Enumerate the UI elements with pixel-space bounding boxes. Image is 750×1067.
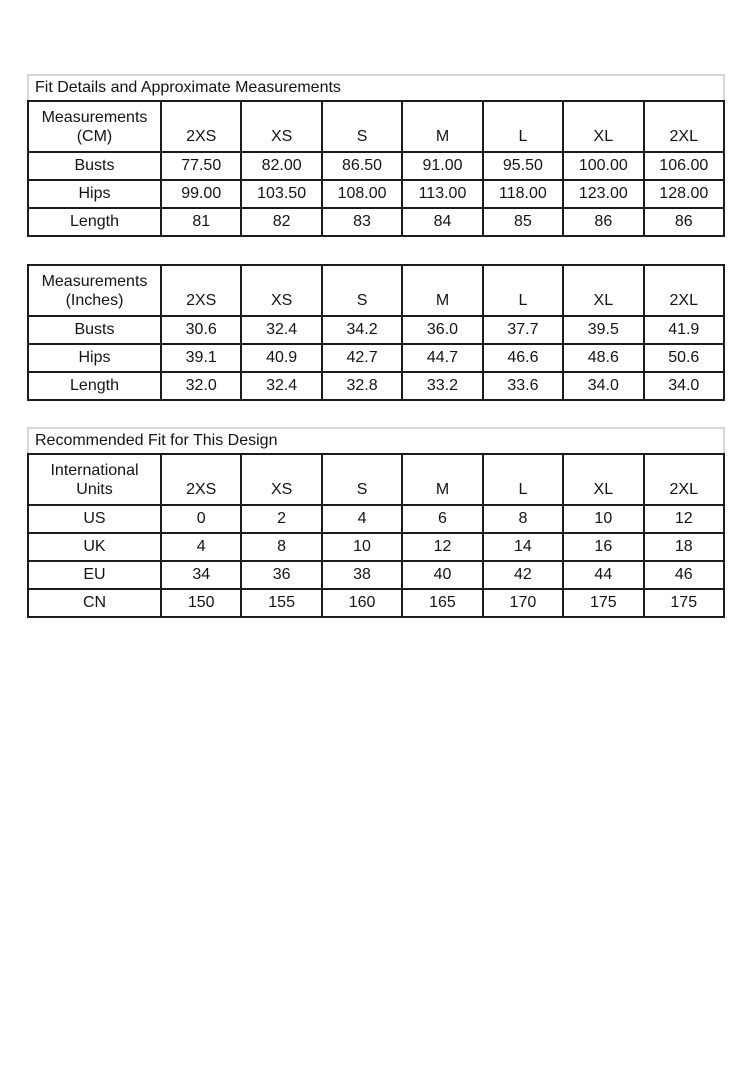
value-cell: 86: [563, 208, 643, 236]
value-cell: 175: [563, 589, 643, 617]
value-cell: 103.50: [241, 180, 321, 208]
section-measurements-inches: [27, 264, 725, 401]
value-cell: 34.0: [563, 372, 643, 400]
value-cell: 91.00: [402, 152, 482, 180]
value-cell: 18: [644, 533, 724, 561]
table-row: [28, 208, 724, 236]
table-row: [28, 561, 724, 589]
value-cell: 123.00: [563, 180, 643, 208]
value-cell: 42.7: [322, 344, 402, 372]
value-cell: 82.00: [241, 152, 321, 180]
value-cell: 165: [402, 589, 482, 617]
row-label-cell: CN: [28, 589, 161, 617]
value-cell: 108.00: [322, 180, 402, 208]
size-header-cell: S: [322, 101, 402, 152]
value-cell: 77.50: [161, 152, 241, 180]
value-cell: 4: [322, 505, 402, 533]
value-cell: 32.4: [241, 316, 321, 344]
row-label-cell: Length: [28, 208, 161, 236]
table-row: [28, 505, 724, 533]
value-cell: 86: [644, 208, 724, 236]
value-cell: 30.6: [161, 316, 241, 344]
value-cell: 37.7: [483, 316, 563, 344]
size-header-cell: 2XL: [644, 101, 724, 152]
section-measurements-cm: [27, 74, 725, 237]
header-row: [28, 454, 724, 505]
size-header-cell: S: [322, 454, 402, 505]
value-cell: 32.8: [322, 372, 402, 400]
value-cell: 8: [483, 505, 563, 533]
value-cell: 2: [241, 505, 321, 533]
table-row: [28, 316, 724, 344]
value-cell: 82: [241, 208, 321, 236]
value-cell: 39.1: [161, 344, 241, 372]
value-cell: 128.00: [644, 180, 724, 208]
size-header-cell: 2XL: [644, 265, 724, 316]
value-cell: 16: [563, 533, 643, 561]
value-cell: 14: [483, 533, 563, 561]
size-header-cell: XS: [241, 101, 321, 152]
size-header-cell: L: [483, 101, 563, 152]
value-cell: 33.6: [483, 372, 563, 400]
value-cell: 34.2: [322, 316, 402, 344]
value-cell: 170: [483, 589, 563, 617]
value-cell: 118.00: [483, 180, 563, 208]
section-title-fit-details: Fit Details and Approximate Measurements: [27, 74, 725, 100]
value-cell: 95.50: [483, 152, 563, 180]
value-cell: 40.9: [241, 344, 321, 372]
size-header-cell: M: [402, 265, 482, 316]
value-cell: 44.7: [402, 344, 482, 372]
size-header-cell: M: [402, 454, 482, 505]
value-cell: 100.00: [563, 152, 643, 180]
value-cell: 44: [563, 561, 643, 589]
size-header-cell: S: [322, 265, 402, 316]
value-cell: 113.00: [402, 180, 482, 208]
size-header-cell: M: [402, 101, 482, 152]
value-cell: 34.0: [644, 372, 724, 400]
value-cell: 38: [322, 561, 402, 589]
value-cell: 42: [483, 561, 563, 589]
value-cell: 10: [322, 533, 402, 561]
header-row: [28, 265, 724, 316]
value-cell: 175: [644, 589, 724, 617]
header-label-cell: International Units: [28, 454, 161, 505]
value-cell: 4: [161, 533, 241, 561]
table-row: [28, 372, 724, 400]
value-cell: 39.5: [563, 316, 643, 344]
table-row: [28, 152, 724, 180]
header-label-cell: Measurements (CM): [28, 101, 161, 152]
value-cell: 81: [161, 208, 241, 236]
size-header-cell: XL: [563, 265, 643, 316]
value-cell: 160: [322, 589, 402, 617]
size-header-cell: L: [483, 265, 563, 316]
value-cell: 106.00: [644, 152, 724, 180]
row-label-cell: Busts: [28, 316, 161, 344]
table-row: [28, 344, 724, 372]
row-label-cell: Hips: [28, 180, 161, 208]
row-label-cell: Hips: [28, 344, 161, 372]
recommended-fit-table: [27, 453, 725, 618]
value-cell: 32.0: [161, 372, 241, 400]
section-recommended-fit: [27, 427, 725, 618]
value-cell: 32.4: [241, 372, 321, 400]
section-title-recommended-fit: Recommended Fit for This Design: [27, 427, 725, 453]
value-cell: 12: [402, 533, 482, 561]
value-cell: 155: [241, 589, 321, 617]
row-label-cell: UK: [28, 533, 161, 561]
table-row: [28, 533, 724, 561]
size-header-cell: XS: [241, 265, 321, 316]
size-header-cell: XL: [563, 454, 643, 505]
value-cell: 48.6: [563, 344, 643, 372]
value-cell: 86.50: [322, 152, 402, 180]
size-header-cell: XL: [563, 101, 643, 152]
table-row: [28, 180, 724, 208]
measurements-cm-table: [27, 100, 725, 237]
row-label-cell: Length: [28, 372, 161, 400]
value-cell: 85: [483, 208, 563, 236]
value-cell: 46.6: [483, 344, 563, 372]
size-header-cell: 2XS: [161, 454, 241, 505]
value-cell: 41.9: [644, 316, 724, 344]
value-cell: 36.0: [402, 316, 482, 344]
value-cell: 46: [644, 561, 724, 589]
value-cell: 33.2: [402, 372, 482, 400]
size-header-cell: 2XL: [644, 454, 724, 505]
value-cell: 10: [563, 505, 643, 533]
size-header-cell: L: [483, 454, 563, 505]
size-header-cell: 2XS: [161, 101, 241, 152]
header-label-cell: Measurements (Inches): [28, 265, 161, 316]
header-row: [28, 101, 724, 152]
value-cell: 99.00: [161, 180, 241, 208]
value-cell: 0: [161, 505, 241, 533]
row-label-cell: EU: [28, 561, 161, 589]
row-label-cell: US: [28, 505, 161, 533]
size-header-cell: 2XS: [161, 265, 241, 316]
value-cell: 84: [402, 208, 482, 236]
value-cell: 34: [161, 561, 241, 589]
measurements-inches-table: [27, 264, 725, 401]
value-cell: 50.6: [644, 344, 724, 372]
table-row: [28, 589, 724, 617]
value-cell: 36: [241, 561, 321, 589]
size-header-cell: XS: [241, 454, 321, 505]
value-cell: 6: [402, 505, 482, 533]
value-cell: 12: [644, 505, 724, 533]
row-label-cell: Busts: [28, 152, 161, 180]
value-cell: 150: [161, 589, 241, 617]
value-cell: 8: [241, 533, 321, 561]
value-cell: 83: [322, 208, 402, 236]
value-cell: 40: [402, 561, 482, 589]
